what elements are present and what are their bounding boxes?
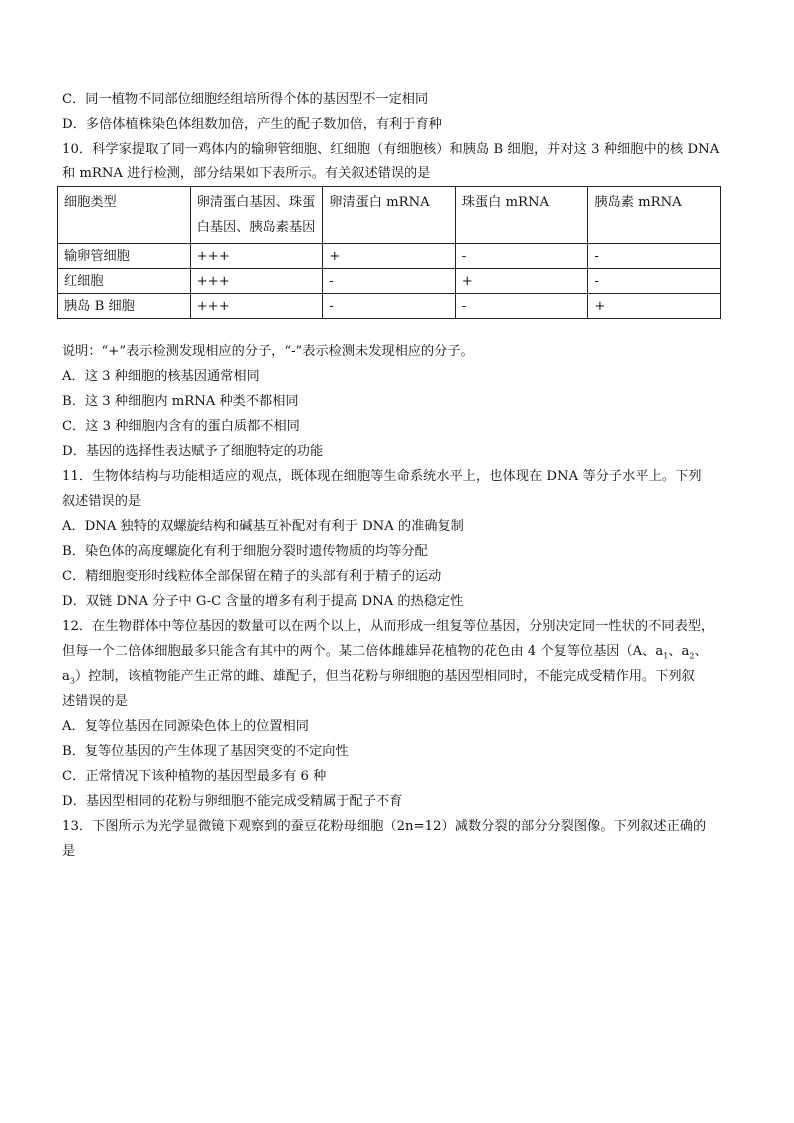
q11-option-a: A．DNA 独特的双螺旋结构和碱基互补配对有利于 DNA 的准确复制 (62, 519, 464, 534)
detection-table (57, 186, 721, 319)
q9-option-c: C．同一植物不同部位细胞经组培所得个体的基因型不一定相同 (62, 92, 429, 107)
q11-stem-line1: 11．生物体结构与功能相适应的观点，既体现在细胞等生命系统水平上，也体现在 DNA 等分子水平上。下列 (62, 469, 702, 484)
q9-option-d: D．多倍体植株染色体组数加倍，产生的配子数加倍，有利于育种 (62, 117, 442, 132)
table-note: 说明：“+”表示检测发现相应的分子，“-”表示检测未发现相应的分子。 (62, 344, 474, 359)
q10-stem-line2: 和 mRNA 进行检测，部分结果如下表所示。有关叙述错误的是 (62, 166, 431, 181)
q13-stem-line2: 是 (62, 844, 76, 859)
table-cell: - (323, 294, 456, 319)
q10-stem-line1: 10．科学家提取了同一鸡体内的输卵管细胞、红细胞（有细胞核）和胰岛 B 细胞，并对这 3 种细胞中的核 DNA (62, 142, 720, 157)
q10-option-c: C．这 3 种细胞内含有的蛋白质都不相同 (62, 419, 300, 434)
table-cell: +++ (190, 244, 323, 269)
subscript: 3 (69, 676, 75, 686)
q11-stem-line2: 叙述错误的是 (62, 494, 142, 509)
q10-option-d: D．基因的选择性表达赋予了细胞特定的功能 (62, 444, 324, 459)
q12-stem-text: 、a (668, 644, 690, 659)
table-cell: - (455, 294, 588, 319)
table-cell: + (323, 244, 456, 269)
q10-option-a: A．这 3 种细胞的核基因通常相同 (62, 369, 260, 384)
q12-stem-text: 但每一个二倍体细胞最多只能含有其中的两个。某二倍体雌雄异花植物的花色由 4 个复等位基因（A、a (62, 644, 664, 659)
q12-stem-line2 (62, 642, 708, 662)
q11-option-d: D．双链 DNA 分子中 G-C 含量的增多有利于提高 DNA 的热稳定性 (62, 594, 464, 609)
table-cell: 胰岛 B 细胞 (58, 294, 191, 319)
q12-stem-line4: 述错误的是 (62, 694, 128, 709)
table-cell: - (588, 269, 721, 294)
subscript: 1 (663, 651, 669, 661)
q12-option-c: C．正常情况下该种植物的基因型最多有 6 种 (62, 769, 327, 784)
q11-option-c: C．精细胞变形时线粒体全部保留在精子的头部有利于精子的运动 (62, 569, 442, 584)
table-header-cell: 珠蛋白 mRNA (455, 187, 588, 244)
table-row (58, 294, 721, 319)
table-cell: - (455, 244, 588, 269)
table-cell: 输卵管细胞 (58, 244, 191, 269)
table-header-cell: 细胞类型 (58, 187, 191, 244)
q12-option-d: D．基因型相同的花粉与卵细胞不能完成受精属于配子不育 (62, 794, 403, 809)
q12-option-b: B．复等位基因的产生体现了基因突变的不定向性 (62, 744, 349, 759)
table-header-cell: 卵清蛋白 mRNA (323, 187, 456, 244)
q12-stem-text: a (62, 669, 70, 684)
table-cell: +++ (190, 269, 323, 294)
table-cell: 红细胞 (58, 269, 191, 294)
table-cell: - (323, 269, 456, 294)
table-row (58, 269, 721, 294)
q11-option-b: B．染色体的高度螺旋化有利于细胞分裂时遗传物质的均等分配 (62, 544, 428, 559)
table-cell: + (455, 269, 588, 294)
table-header-cell: 胰岛素 mRNA (588, 187, 721, 244)
table-cell: - (588, 244, 721, 269)
subscript: 2 (689, 651, 695, 661)
q12-stem-text: 、 (694, 644, 708, 659)
q12-stem-line1: 12．在生物群体中等位基因的数量可以在两个以上，从而形成一组复等位基因，分别决定同一性状的不同表型， (62, 619, 715, 634)
q10-option-b: B．这 3 种细胞内 mRNA 种类不都相同 (62, 394, 299, 409)
q12-stem-line3 (62, 667, 695, 687)
q12-option-a: A．复等位基因在同源染色体上的位置相同 (62, 719, 309, 734)
table-cell: +++ (190, 294, 323, 319)
q12-stem-text: ）控制，该植物能产生正常的雌、雄配子，但当花粉与卵细胞的基因型相同时，不能完成受精作用。下列叙 (74, 669, 695, 684)
table-header-cell: 卵清蛋白基因、珠蛋白基因、胰岛素基因 (190, 187, 323, 244)
table-header-row (58, 187, 721, 244)
q13-stem-line1: 13．下图所示为光学显微镜下观察到的蚕豆花粉母细胞（2n=12）减数分裂的部分分裂图像。下列叙述正确的 (62, 819, 707, 834)
table-row (58, 244, 721, 269)
table-cell: + (588, 294, 721, 319)
